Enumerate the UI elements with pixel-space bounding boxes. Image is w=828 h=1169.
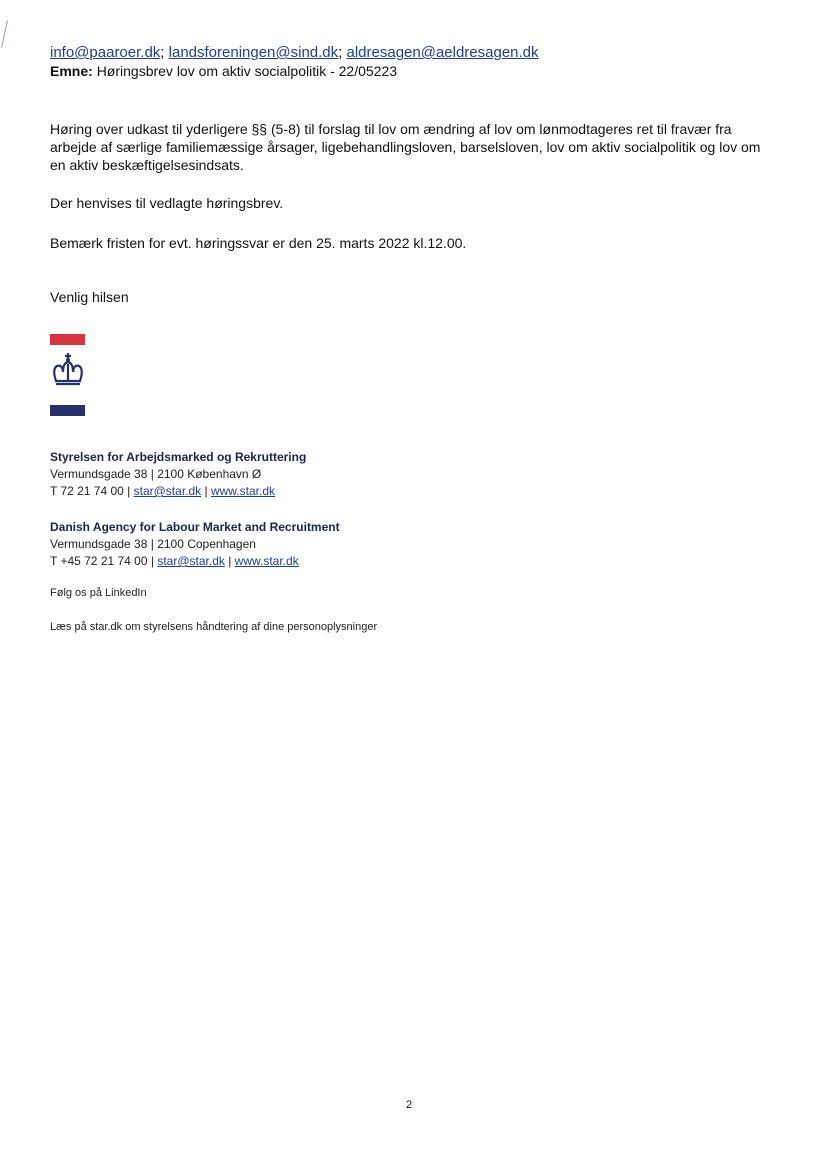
contact-line-danish [50, 484, 275, 498]
crown-icon [50, 352, 86, 386]
address-english: Vermundsgade 38 | 2100 Copenhagen [50, 537, 256, 551]
page-number: 2 [406, 1099, 413, 1111]
pen-mark [1, 20, 8, 48]
contact-line-english [50, 554, 299, 568]
logo-red-bar [50, 334, 85, 345]
closing-text: Venlig hilsen [50, 289, 129, 305]
logo-blue-bar [50, 405, 85, 416]
email-link-danish[interactable]: star@star.dk [133, 484, 202, 498]
body-paragraph-1: Høring over udkast til yderligere §§ (5-8) til forslag til lov om ændring af lov om lønmodtageres ret til fravær fra arbejde af særlige familiemæssige årsager, ligebehandlingsloven, barselsloven, lov om aktiv socialpolitik og lov om en aktiv beskæftigelsesindsats. [50, 121, 761, 173]
agency-name-danish: Styrelsen for Arbejdsmarked og Rekruttering [50, 450, 307, 464]
phone-danish: T 72 21 74 00 | [50, 484, 134, 498]
privacy-text: Læs på star.dk om styrelsens håndtering af dine personoplysninger [50, 621, 378, 633]
contact-separator: | [201, 484, 211, 498]
agency-logo [50, 334, 86, 418]
body-paragraph-3: Bemærk fristen for evt. høringssvar er den 25. marts 2022 kl.12.00. [50, 235, 467, 251]
recipient-separator: ; [160, 44, 169, 61]
website-link-danish[interactable]: www.star.dk [210, 484, 275, 498]
phone-english: T +45 72 21 74 00 | [50, 554, 158, 568]
subject-text: Høringsbrev lov om aktiv socialpolitik - 22/05223 [96, 63, 398, 79]
website-link-english[interactable]: www.star.dk [234, 554, 299, 568]
contact-separator: | [224, 554, 235, 568]
body-paragraph-2: Der henvises til vedlagte høringsbrev. [50, 195, 284, 211]
recipients-line [50, 44, 539, 61]
recipient-email-1[interactable]: info@paaroer.dk [50, 44, 161, 61]
subject-line [50, 63, 397, 79]
address-danish: Vermundsgade 38 | 2100 København Ø [50, 467, 262, 481]
agency-name-english: Danish Agency for Labour Market and Recruitment [50, 520, 340, 534]
email-link-english[interactable]: star@star.dk [157, 554, 225, 568]
recipient-separator: ; [338, 44, 347, 61]
recipient-email-2[interactable]: landsforeningen@sind.dk [168, 44, 339, 61]
subject-label: Emne: [50, 63, 93, 79]
recipient-email-3[interactable]: aldresagen@aeldresagen.dk [346, 44, 539, 61]
linkedin-text: Følg os på LinkedIn [50, 587, 147, 599]
